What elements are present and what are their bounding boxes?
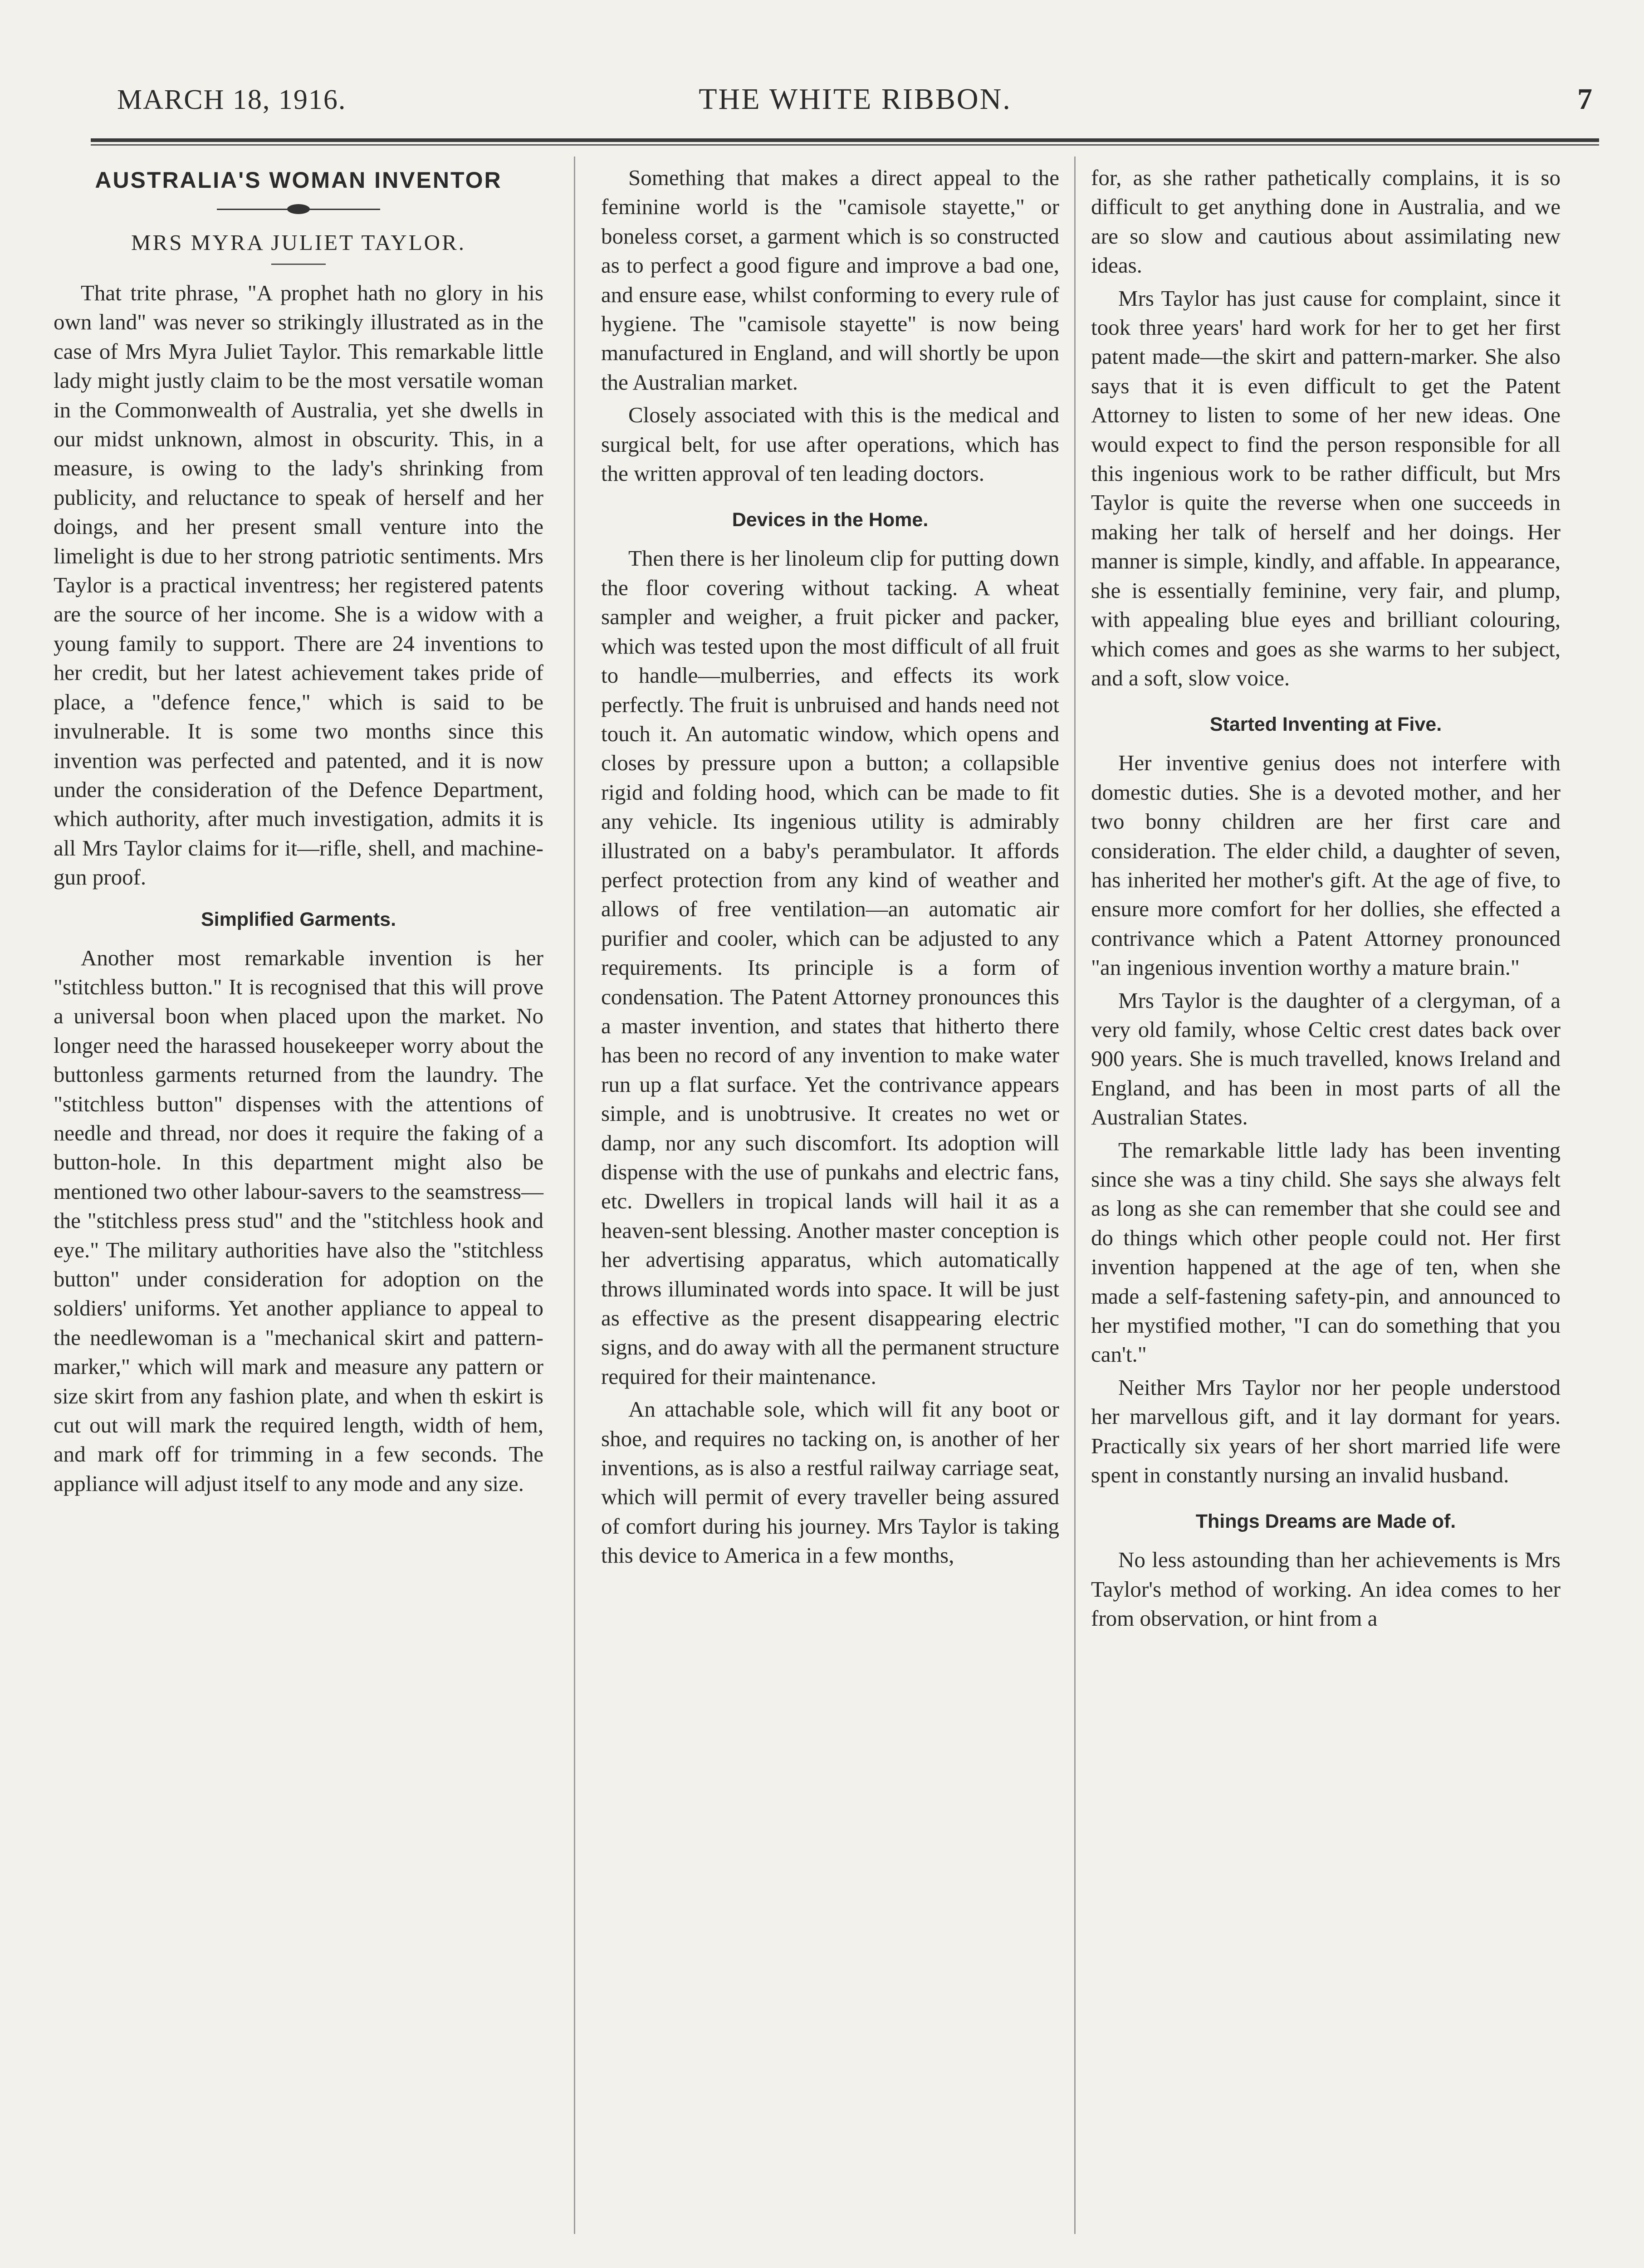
section-heading: Things Dreams are Made of. (1195, 1510, 1456, 1533)
page-number: 7 (1577, 83, 1592, 116)
paragraph: That trite phrase, "A prophet hath no glory in his own land" was never so strikingly illustrated as in the case of Mrs Myra Juliet Taylor. This remarkable little lady might justly claim to be the most versatile woman in the Commonwealth of Australia, yet she dwells in our midst unknown, almost in obscurity. This, in a measure, is owing to the lady's shrinking from publicity, and reluctance to speak of herself and her doings, and her present small venture into the limelight is due to her strong patriotic sentiments. Mrs Taylor is a practical inventress; her registered patents are the source of her income. She is a widow with a young family to support. There are 24 inventions to her credit, but her latest achievement takes pride of place, a "defence fence," which is said to be invulnerable. It is some two months since this invention was perfected and patented, and it is now under the consideration of the Defence Department, which authority, after much investigation, admits it is all Mrs Taylor claims for it—rifle, shell, and machine-gun proof. (54, 280, 543, 890)
article-byline: MRS MYRA JULIET TAYLOR. (131, 230, 466, 255)
page-header (113, 79, 1597, 129)
paragraph: Closely associated with this is the medical and surgical belt, for use after operations, which has the written approval of ten leading doctors. (601, 402, 1059, 486)
newspaper-title: THE WHITE RIBBON. (699, 83, 1012, 116)
title-ornament (54, 201, 543, 217)
paragraph: Then there is her linoleum clip for putting down the floor covering without tacking. A wheat sampler and weigher, a fruit picker and packer, which was tested upon the most difficult of all fruit to handle—mulberries, and effects its work perfectly. The fruit is unbruised and hands need not touch it. An automatic window, which opens and closes by pressure upon a button; a collapsible rigid and folding hood, which can be made to fit any vehicle. Its ingenious utility is admirably illustrated on a baby's perambulator. It affords perfect protection from any kind of weather and allows of free ventilation—an automatic air purifier and cooler, which can be adjusted to any requirements. Its principle is a form of condensation. The Patent Attorney pronounces this a master invention, and states that hitherto there has been no record of any invention to make water run up a flat surface. Yet the contrivance appears simple, and is unobtrusive. It creates no wet or damp, nor any such discomfort. Its adoption will dispense with the use of punkahs and electric fans, etc. Dwellers in tropical lands will hail it as a heaven-sent blessing. Another master conception is her advertising apparatus, which automatically throws illuminated words into space. It will be just as effective as the present disappearing electric signs, and do away with all the permanent structure required for their maintenance. (601, 546, 1059, 1389)
paragraph: The remarkable little lady has been inventing since she was a tiny child. She says she always felt as long as she can remember that she could see and do things which other people could not. Her first invention happened at the age of ten, when she made a self-fastening safety-pin, and announced to her mystified mother, "I can do something that you can't." (1091, 1137, 1561, 1367)
paragraph: No less astounding than her achievements is Mrs Taylor's method of working. An idea comes to her from observation, or hint from a (1091, 1547, 1561, 1631)
paragraph: for, as she rather pathetically complains, it is so difficult to get anything done in Australia, and we are so slow and cautious about assimilating new ideas. (1091, 165, 1561, 278)
byline-rule (271, 264, 326, 265)
paragraph: Something that makes a direct appeal to the feminine world is the "camisole stayette," or boneless corset, a garment which is so constructed as to perfect a good figure and improve a bad one, and ensure ease, whilst conforming to every rule of hygiene. The "camisole stayette" is now being manufactured in England, and will shortly be upon the Australian market. (601, 165, 1059, 395)
paragraph: Neither Mrs Taylor nor her people understood her marvellous gift, and it lay dormant for years. Practically six years of her short married life were spent in constantly nursing an invalid husband. (1091, 1374, 1561, 1488)
header-rule-thin (91, 144, 1599, 146)
column-divider (1074, 156, 1076, 2234)
column-divider (574, 156, 575, 2234)
column-1 (54, 163, 543, 1498)
section-heading: Devices in the Home. (732, 509, 929, 531)
issue-date: MARCH 18, 1916. (117, 84, 347, 115)
paragraph: Another most remarkable invention is her "stitchless button." It is recognised that this will prove a universal boon when placed upon the market. No longer need the harassed housekeeper worry about the buttonless garments returned from the laundry. The "stitchless button" dispenses with the attentions of needle and thread, nor does it require the faking of a button-hole. In this department might also be mentioned two other labour-savers to the seamstress—the "stitchless press stud" and the "stitchless hook and eye." The military authorities have also the "stitchless button" under consideration for adoption on the soldiers' uniforms. Yet another appliance to appeal to the needlewoman is a "mechanical skirt and pattern-marker," which will mark and measure any pattern or size skirt from any fashion plate, and when th eskirt is cut out will mark the required length, width of hem, and mark off for trimming in a few seconds. The appliance will adjust itself to any mode and any size. (54, 945, 543, 1496)
column-3 (1091, 163, 1561, 1633)
article-title: AUSTRALIA'S WOMAN INVENTOR (95, 167, 502, 193)
paragraph: Mrs Taylor is the daughter of a clergyman, of a very old family, whose Celtic crest dates back over 900 years. She is much travelled, knows Ireland and England, and has been in most parts of all the Australian States. (1091, 987, 1561, 1130)
header-rule (91, 138, 1599, 142)
paragraph: An attachable sole, which will fit any boot or shoe, and requires no tacking on, is another of her inventions, as is also a restful railway carriage seat, which will permit of every traveller being assured of comfort during his journey. Mrs Taylor is taking this device to America in a few months, (601, 1397, 1059, 1568)
section-heading: Started Inventing at Five. (1209, 714, 1442, 736)
column-2 (601, 163, 1059, 1570)
paragraph: Her inventive genius does not interfere with domestic duties. She is a devoted mother, and her two bonny children are her first care and consideration. The elder child, a daughter of seven, has inherited her mother's gift. At the age of five, to ensure more comfort for her dollies, she effected a contrivance which a Patent Attorney pronounced "an ingenious invention worthy a mature brain." (1091, 750, 1561, 980)
paragraph: Mrs Taylor has just cause for complaint, since it took three years' hard work for her to get her first patent made—the skirt and pattern-marker. She also says that it is even difficult to get the Patent Attorney to listen to some of her new ideas. One would expect to find the person responsible for all this ingenious work to be rather difficult, but Mrs Taylor is quite the reverse when one succeeds in making her talk of herself and her doings. Her manner is simple, kindly, and affable. In appearance, she is essentially feminine, very fair, and plump, with appealing blue eyes and brilliant colouring, which comes and goes as she warms to her subject, and a soft, slow voice. (1091, 285, 1561, 690)
section-heading: Simplified Garments. (201, 908, 396, 930)
